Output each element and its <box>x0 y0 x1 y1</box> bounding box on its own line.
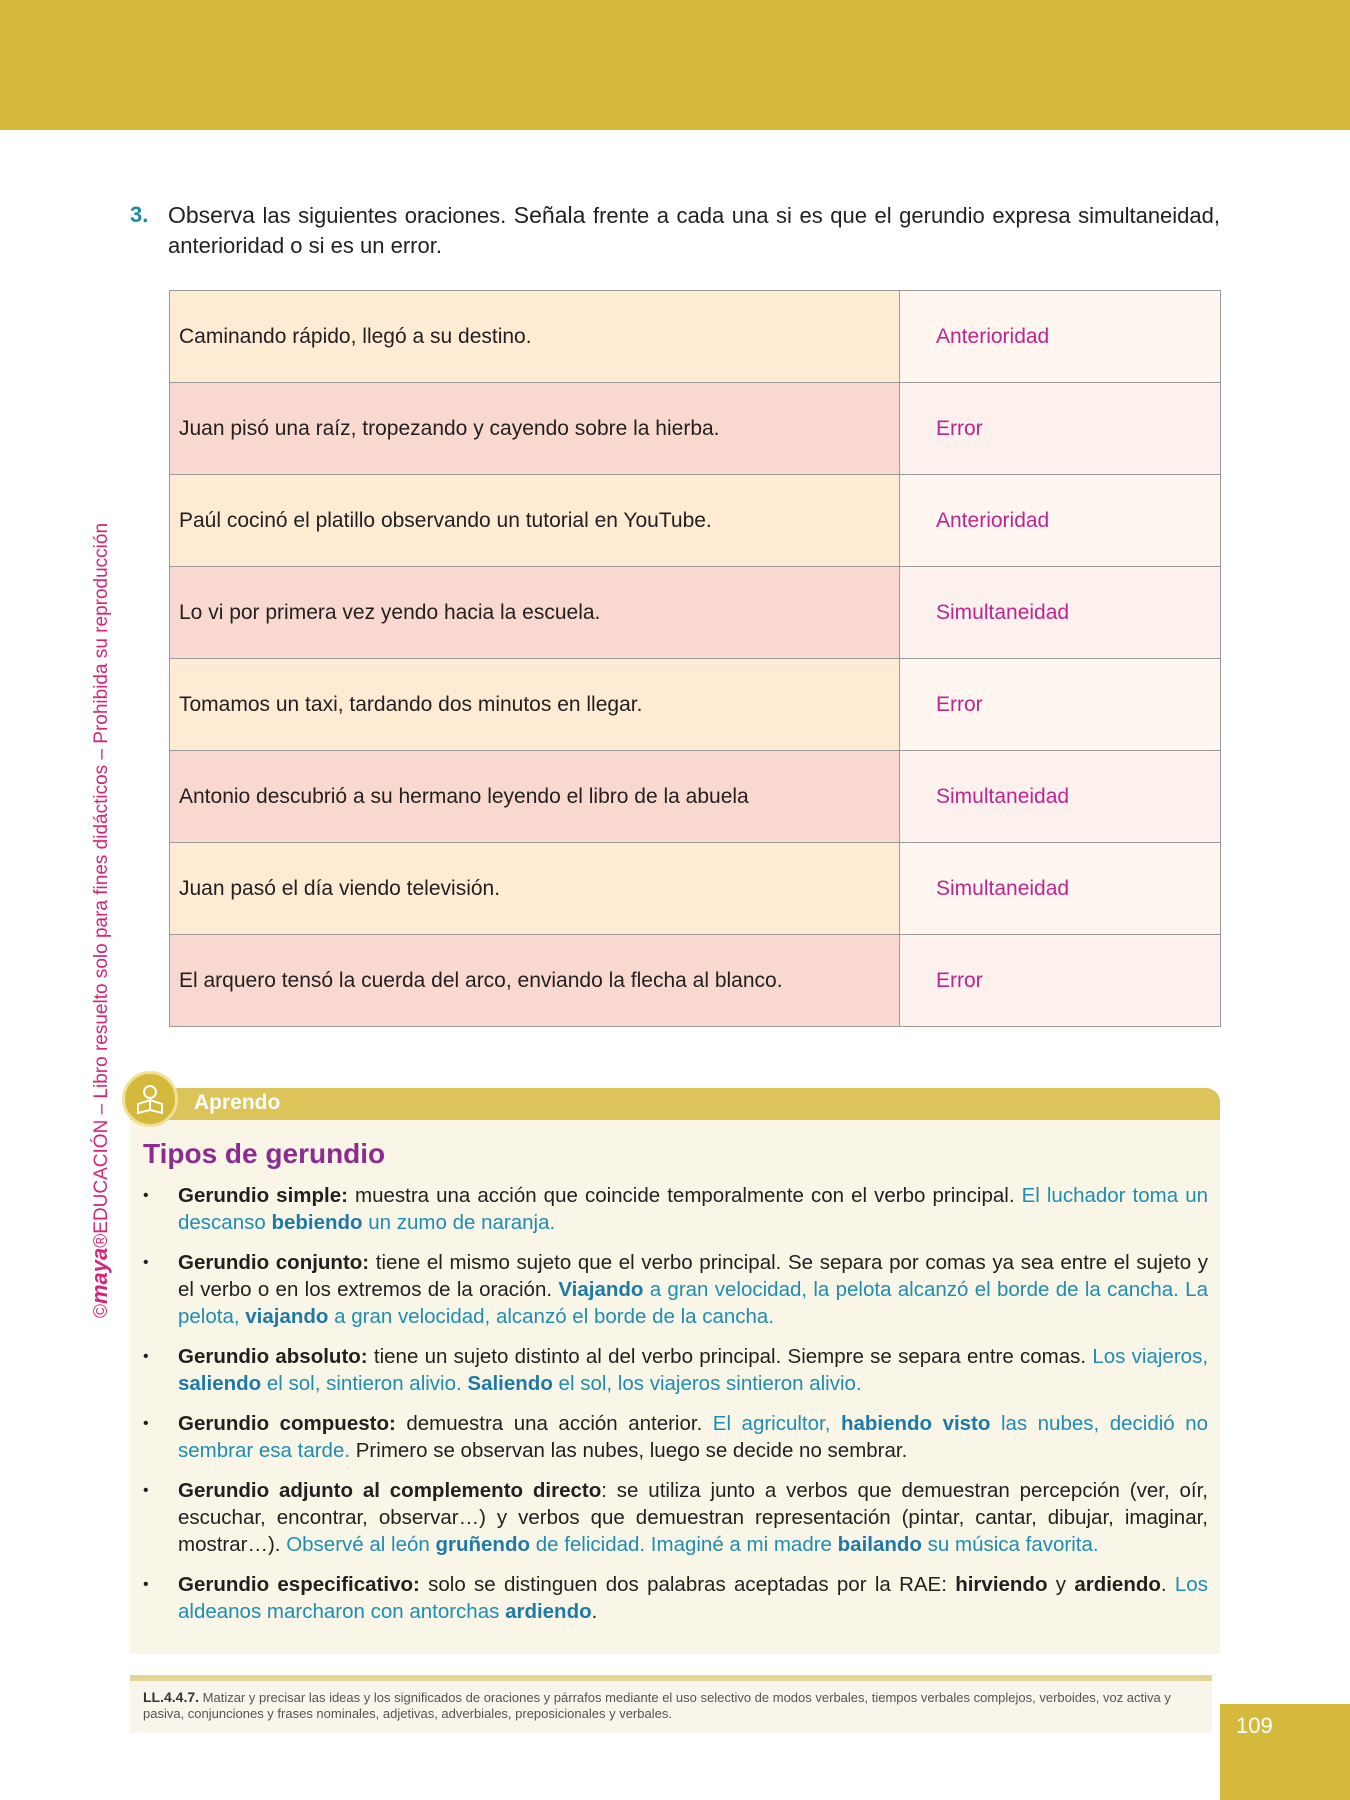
exercise-number: 3. <box>130 202 149 227</box>
skill-description: Matizar y precisar las ideas y los significados de oraciones y párrafos mediante el uso selectivo de modos verbales, tiempos verbales complejos, verboides, voz activa y pasiva, conjunciones y frases nominales, adjetivas, adverbiales, preposicionales y verbales. <box>143 1690 1171 1721</box>
sentence-cell: Paúl cocinó el platillo observando un tutorial en YouTube. <box>170 475 900 567</box>
exercise-instructions <box>130 200 1220 261</box>
copyright-text: ®EDUCACIÓN – Libro resuelto solo para fines didácticos – Prohibida su reproducción <box>91 522 112 1248</box>
list-item: • Gerundio simple: muestra una acción que coincide temporalmente con el verbo principal. El luchador toma un descanso bebiendo un zumo de naranja. <box>143 1182 1208 1236</box>
sentence-cell: Antonio descubrió a su hermano leyendo el libro de la abuela <box>170 751 900 843</box>
list-item: • Gerundio adjunto al complemento directo: se utiliza junto a verbos que demuestran percepción (ver, oír, escuchar, encontrar, observar…) y verbos que demuestran representación (pintar, cantar, dibujar, imaginar, mostrar…). Observé al león gruñendo de felicidad. Imaginé a mi madre bailando su música favorita. <box>143 1477 1208 1558</box>
table-row <box>170 291 1221 383</box>
answer-cell: Error <box>900 383 1221 475</box>
exercise-text: Observa las siguientes oraciones. Señala frente a cada una si es que el gerundio expresa simultaneidad, anterioridad o si es un error. <box>168 202 1220 258</box>
list-item: • Gerundio compuesto: demuestra una acción anterior. El agricultor, habiendo visto las nubes, decidió no sembrar esa tarde. Primero se observan las nubes, luego se decide no sembrar. <box>143 1410 1208 1464</box>
table-row <box>170 475 1221 567</box>
answer-cell: Anterioridad <box>900 475 1221 567</box>
section-title: Tipos de gerundio <box>143 1138 386 1169</box>
list-item: • Gerundio conjunto: tiene el mismo sujeto que el verbo principal. Se separa por comas ya sea entre el sujeto y el verbo o en los extremos de la oración. Viajando a gran velocidad, la pelota alcanzó el borde de la cancha. La pelota, viajando a gran velocidad, alcanzó el borde de la cancha. <box>143 1249 1208 1330</box>
answer-cell: Simultaneidad <box>900 843 1221 935</box>
copyright-symbol: © <box>91 1304 112 1318</box>
table-row <box>170 383 1221 475</box>
sentence-cell: Juan pisó una raíz, tropezando y cayendo sobre la hierba. <box>170 383 900 475</box>
copyright-notice <box>88 488 112 1318</box>
skill-standard <box>143 1689 1203 1722</box>
table-row <box>170 843 1221 935</box>
sentences-table <box>169 290 1221 1027</box>
instruction-verb-observe: Observa <box>168 202 255 228</box>
table-row <box>170 751 1221 843</box>
answer-cell: Simultaneidad <box>900 567 1221 659</box>
table-row <box>170 659 1221 751</box>
gerund-types-list <box>143 1182 1208 1638</box>
skill-code: LL.4.4.7. <box>143 1689 200 1705</box>
table-row <box>170 935 1221 1027</box>
sentence-cell: Juan pasó el día viendo televisión. <box>170 843 900 935</box>
answer-cell: Anterioridad <box>900 291 1221 383</box>
sentence-cell: Lo vi por primera vez yendo hacia la escuela. <box>170 567 900 659</box>
header-band <box>0 0 1350 130</box>
list-item: • Gerundio absoluto: tiene un sujeto distinto al del verbo principal. Siempre se separa entre comas. Los viajeros, saliendo el sol, sintieron alivio. Saliendo el sol, los viajeros sintieron alivio. <box>143 1343 1208 1397</box>
sentence-cell: Tomamos un taxi, tardando dos minutos en llegar. <box>170 659 900 751</box>
answer-cell: Simultaneidad <box>900 751 1221 843</box>
reader-icon <box>122 1071 178 1127</box>
sentence-cell: El arquero tensó la cuerda del arco, enviando la flecha al blanco. <box>170 935 900 1027</box>
answer-cell: Error <box>900 935 1221 1027</box>
sentence-cell: Caminando rápido, llegó a su destino. <box>170 291 900 383</box>
table-row <box>170 567 1221 659</box>
answer-cell: Error <box>900 659 1221 751</box>
list-item: • Gerundio especificativo: solo se distinguen dos palabras aceptadas por la RAE: hirviendo y ardiendo. Los aldeanos marcharon con antorchas ardiendo. <box>143 1571 1208 1625</box>
aprendo-label: Aprendo <box>194 1091 281 1114</box>
brand-name: maya <box>87 1247 112 1304</box>
aprendo-header-bar <box>130 1088 1220 1120</box>
instruction-verb-mark: Señala <box>513 202 586 228</box>
page-number: 109 <box>1236 1713 1273 1738</box>
